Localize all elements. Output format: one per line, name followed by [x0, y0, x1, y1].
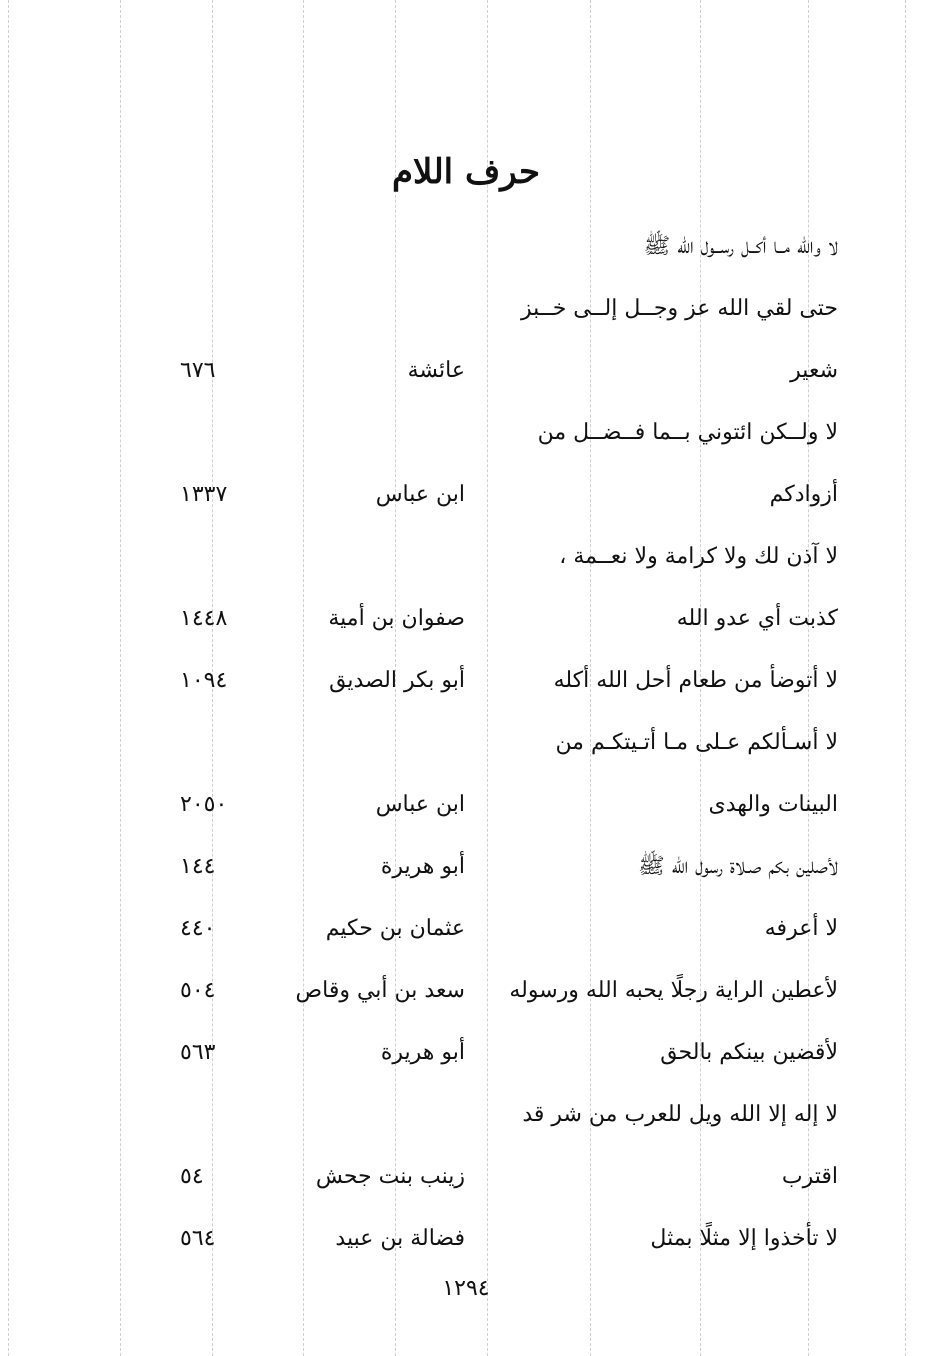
hadith-text: لا ولــكن ائتوني بــما فــضــل من: [537, 420, 838, 445]
index-row: [150, 780, 850, 842]
index-row: [150, 532, 850, 594]
narrator-name: أبو هريرة: [380, 854, 465, 879]
hadith-number: ٥٠٤: [180, 978, 216, 1003]
index-row: [150, 346, 850, 408]
hadith-text: لا أتوضأ من طعام أحل الله أكله: [553, 668, 838, 693]
hadith-number: ٦٧٦: [180, 358, 216, 383]
narrator-name: صفوان بن أمية: [328, 606, 465, 631]
narrator-name: أبو بكر الصديق: [329, 668, 465, 693]
narrator-name: سعد بن أبي وقاص: [295, 978, 465, 1003]
scan-guide-line: [120, 0, 121, 1356]
hadith-text: لأصلين بكم صـلاة رسول الله ﷺ: [638, 854, 838, 879]
narrator-name: ابن عباس: [375, 482, 465, 507]
hadith-text: كذبت أي عدو الله: [676, 606, 838, 631]
hadith-text: أزوادكم: [769, 482, 838, 507]
hadith-number: ١٤٤: [180, 854, 216, 879]
index-row: [150, 966, 850, 1028]
hadith-text: لا أعرفه: [764, 916, 838, 941]
hadith-text: شعير: [790, 358, 838, 383]
narrator-name: زينب بنت جحش: [315, 1164, 465, 1189]
hadith-number: ١٤٤٨: [180, 606, 228, 631]
index-row: [150, 656, 850, 718]
hadith-text: لا آذن لك ولا كرامة ولا نعــمة ،: [559, 544, 838, 569]
index-row: [150, 1090, 850, 1152]
index-row: [150, 718, 850, 780]
index-row: [150, 1214, 850, 1276]
hadith-number: ٥٦٣: [180, 1040, 216, 1065]
index-row: [150, 222, 850, 284]
narrator-name: أبو هريرة: [380, 1040, 465, 1065]
hadith-text: لأقضين بينكم بالحق: [660, 1040, 838, 1065]
hadith-text: لا أسـألكم عـلى مـا أتـيتكـم من: [555, 730, 838, 755]
hadith-text: اقترب: [781, 1164, 838, 1189]
scan-guide-line: [905, 0, 906, 1356]
hadith-index-list: [150, 222, 850, 1276]
page-number: ١٢٩٤: [442, 1276, 490, 1301]
hadith-text: لأعطين الراية رجلًا يحبه الله ورسوله: [509, 978, 838, 1003]
hadith-text: لا تأخذوا إلا مثلًا بمثل: [650, 1226, 838, 1251]
narrator-name: فضالة بن عبيد: [335, 1226, 465, 1251]
hadith-number: ٤٤٠: [180, 916, 216, 941]
index-row: [150, 1152, 850, 1214]
hadith-number: ٢٠٥٠: [180, 792, 228, 817]
index-row: [150, 470, 850, 532]
hadith-number: ٥٦٤: [180, 1226, 216, 1251]
narrator-name: عثمان بن حكيم: [325, 916, 465, 941]
hadith-number: ١٠٩٤: [180, 668, 228, 693]
hadith-text: البينات والهدى: [708, 792, 838, 817]
narrator-name: ابن عباس: [375, 792, 465, 817]
index-row: [150, 284, 850, 346]
hadith-text: حتى لقي الله عز وجــل إلــى خــبز: [521, 296, 838, 321]
scan-guide-line: [8, 0, 9, 1356]
index-row: [150, 594, 850, 656]
hadith-number: ١٣٣٧: [180, 482, 228, 507]
index-row: [150, 1028, 850, 1090]
index-row: [150, 408, 850, 470]
hadith-text: لا والله مــا أكــل رســول الله ﷺ: [643, 234, 838, 259]
index-row: [150, 842, 850, 904]
narrator-name: عائشة: [407, 358, 465, 383]
index-row: [150, 904, 850, 966]
hadith-text: لا إله إلا الله ويل للعرب من شر قد: [522, 1102, 838, 1127]
page-title: حرف اللام: [391, 152, 540, 192]
hadith-number: ٥٤: [180, 1164, 204, 1189]
